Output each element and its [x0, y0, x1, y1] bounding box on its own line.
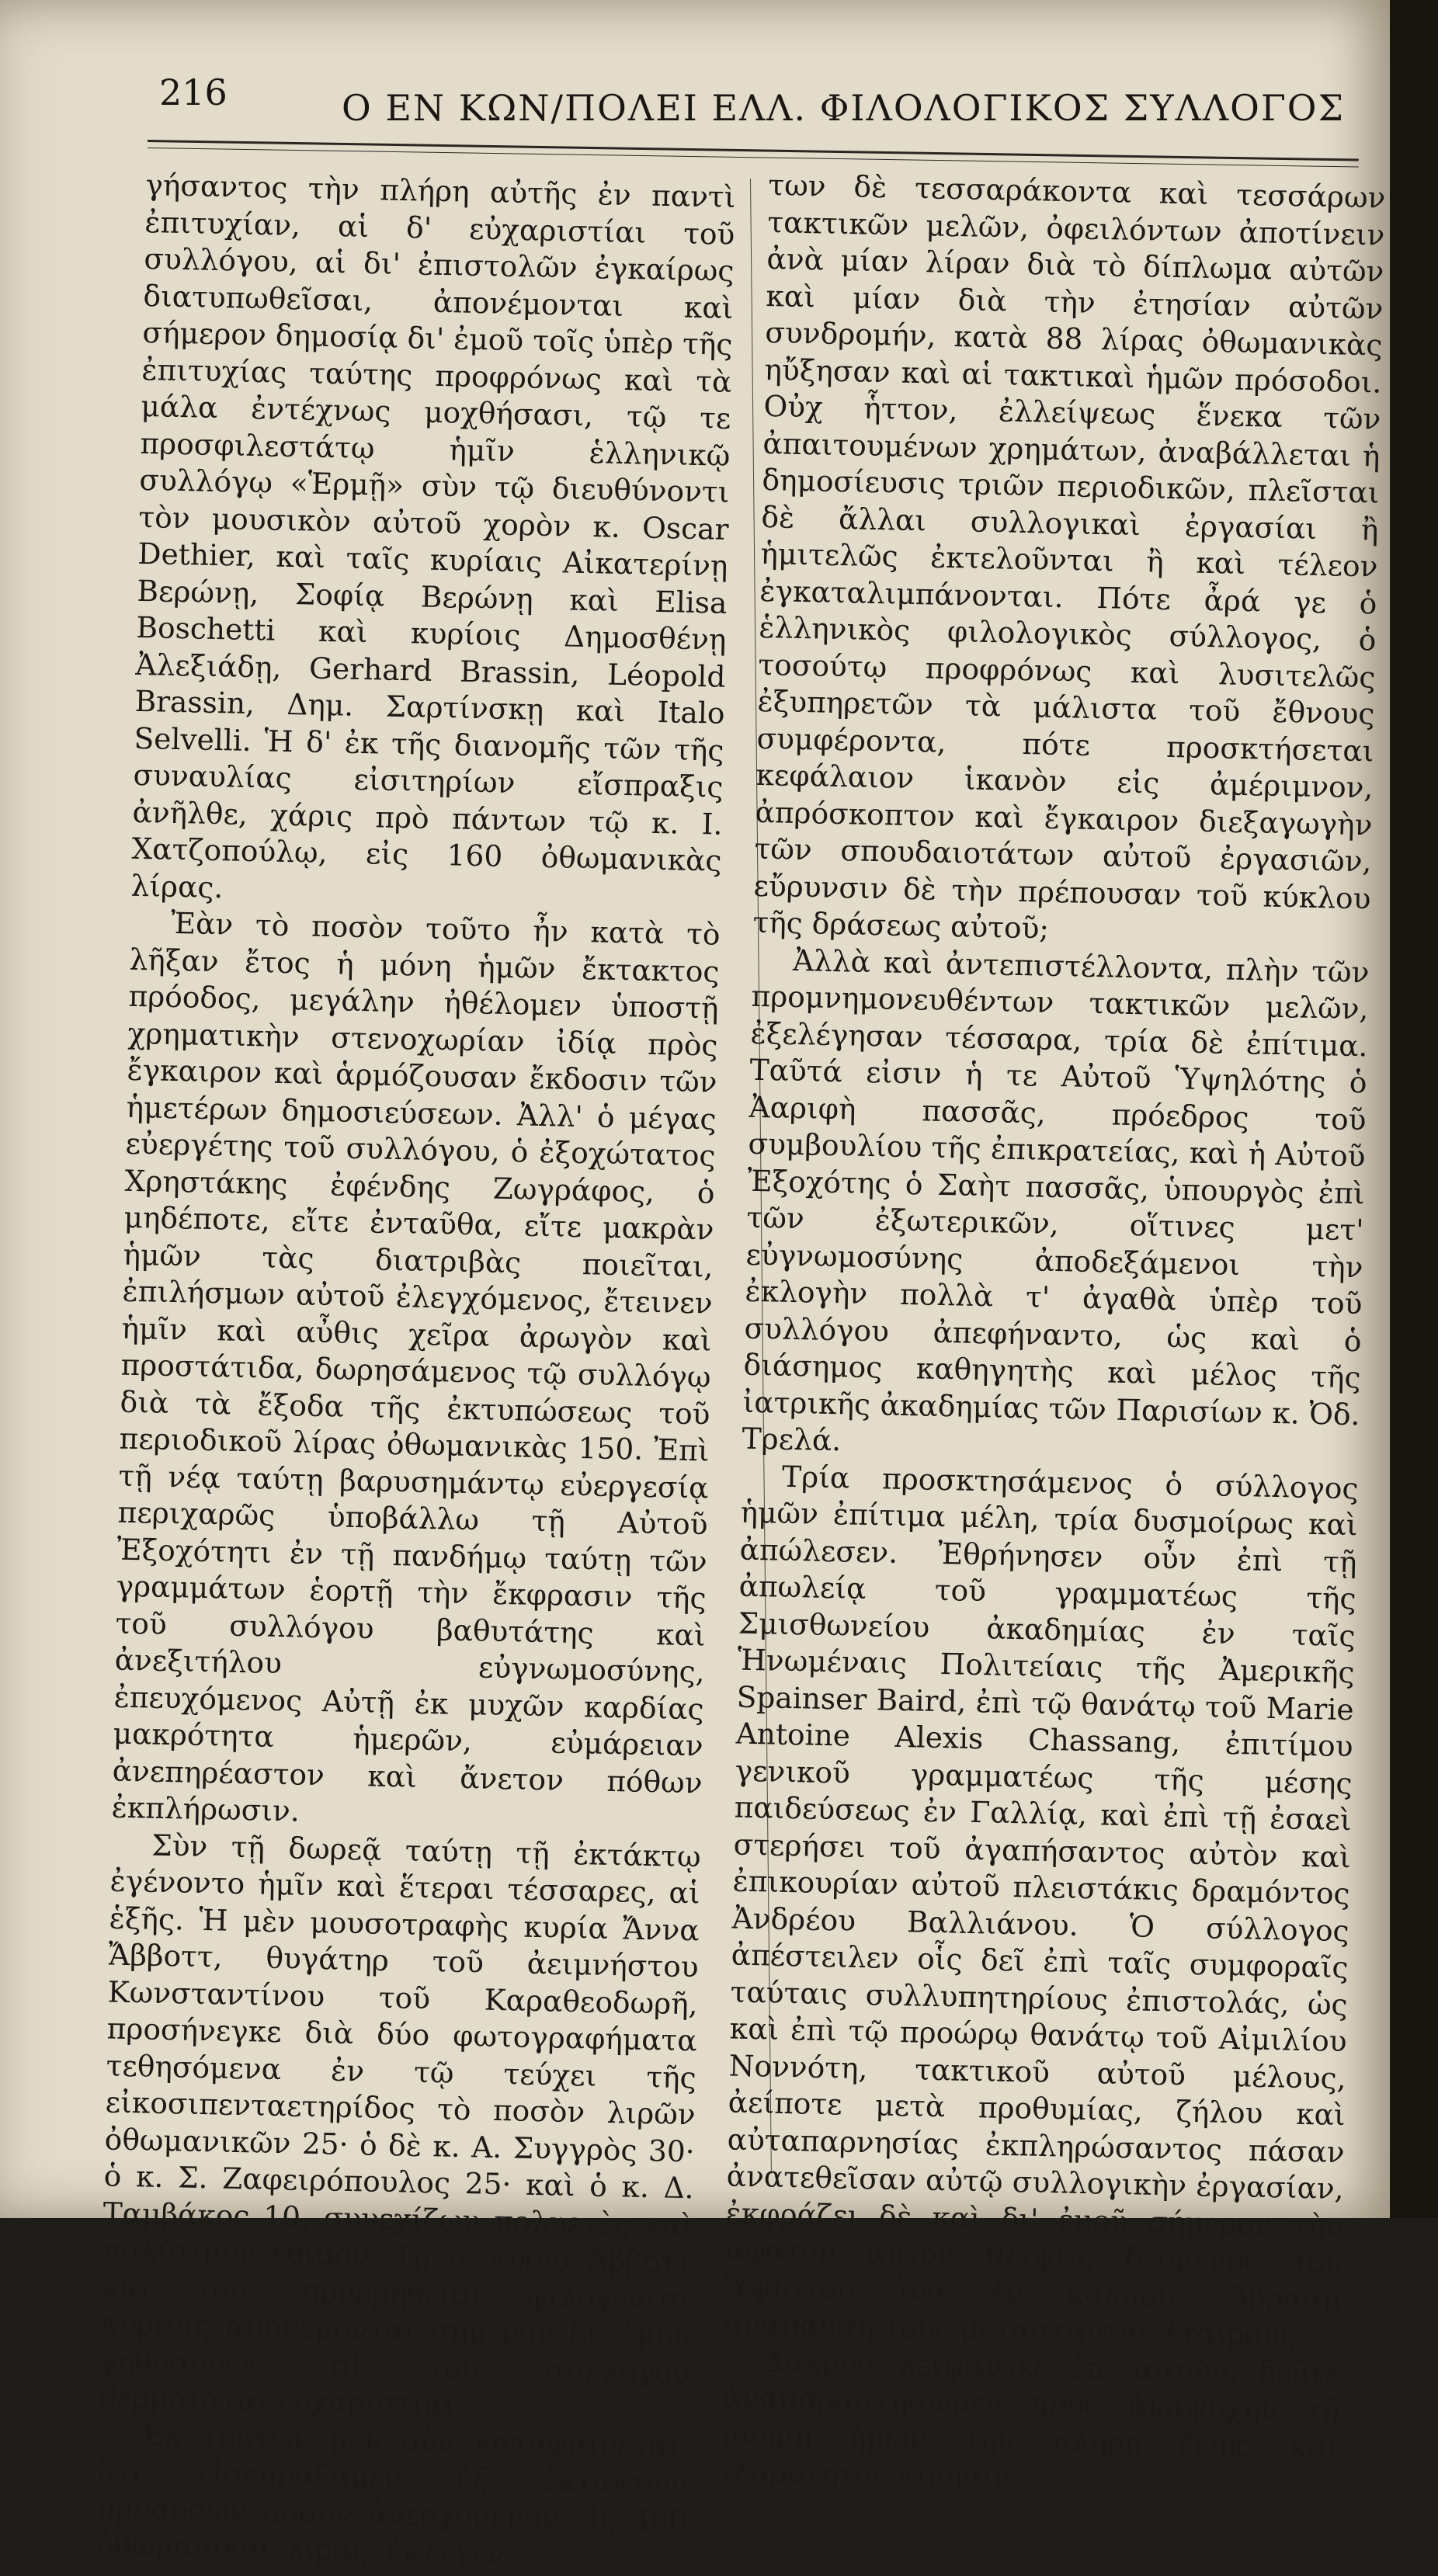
left-paragraph-1: γήσαντος τὴν πλήρη αὐτῆς ἐν παντὶ ἐπιτυχίαν, αἱ δ' εὐχαριστίαι τοῦ συλλόγου, αἱ δι' ἐπιστολῶν ἐγκαίρως διατυπωθεῖσαι, ἀπονέμονται καὶ σήμερον δημοσίᾳ δι' ἐμοῦ τοῖς ὑπὲρ τῆς ἐπιτυχίας ταύτης προφρόνως καὶ τὰ μάλα ἐντέχνως μοχθήσασι, τῷ τε προσφιλεστάτῳ ἡμῖν ἑλληνικῷ συλλόγῳ «Ἑρμῇ» σὺν τῷ διευθύνοντι τὸν μουσικὸν αὐτοῦ χορὸν κ. Oscar Dethier, καὶ ταῖς κυρίαις Αἰκατερίνῃ Βερώνῃ, Σοφίᾳ Βερώνῃ καὶ Elisa Boschetti καὶ κυρίοις Δημοσθένῃ Ἀλεξιάδῃ, Gerhard Brassin, Léopold Brassin, Δημ. Σαρτίνσκῃ καὶ Italo Selvelli. Ἡ δ' ἐκ τῆς διανομῆς τῶν τῆς συναυλίας εἰσιτηρίων εἴσπραξις ἀνῆλθε, χάρις πρὸ πάντων τῷ κ. Ι. Χατζοπούλῳ, εἰς 160 ὀθωμανικὰς λίρας.	[130, 167, 736, 904]
left-paragraph-3: Σὺν τῇ δωρεᾷ ταύτῃ τῇ ἐκτάκτῳ ἐγένοντο ἡμῖν καὶ ἕτεραι τέσσαρες, αἱ ἑξῆς. Ἡ μὲν μουσοτραφὴς κυρία Ἄννα Ἄββοττ, θυγάτηρ τοῦ ἀειμνήστου Κωνσταντίνου τοῦ Καραθεοδωρῆ, προσήνεγκε διὰ δύο φωτογραφήματα τεθησόμενα ἐν τῷ τεύχει τῆς εἰκοσιπενταετηρίδος τὸ ποσὸν λιρῶν ὀθωμανικῶν 25· ὁ δὲ κ. Α. Συγγρὸς 30· ὁ κ. Σ. Ζαφειρόπουλος 25· καὶ ὁ κ. Δ. Ταμβάκος 10, συνεχίζων πολυετὲς καὶ πολύτιμον ἔθιμον. Τῇ τε κυρίᾳ Ἄββοττ καὶ τοῖς προρρηθεῖσι φιλογενέσι κυρίοις ἀπονέμονται σήμερον δι' ἐμοῦ γηθοσύνως αἱ τοῦ συλλόγου θερμόταται εὐχαριστίαι.	[99, 1828, 702, 2422]
running-head: Ο ΕΝ ΚΩΝ/ΠΟΛΕΙ ΕΛΛ. ΦΙΛΟΛΟΓΙΚΟΣ ΣΥΛΛΟΓΟΣ	[342, 87, 1345, 129]
page-number: 216	[159, 71, 228, 113]
right-paragraph-1: των δὲ τεσσαράκοντα καὶ τεσσάρων τακτικῶν μελῶν, ὀφειλόντων ἀποτίνειν ἀνὰ μίαν λίραν διὰ τὸ δίπλωμα αὐτῶν καὶ μίαν διὰ τὴν ἐτησίαν αὐτῶν συνδρομήν, κατὰ 88 λίρας ὀθωμανικὰς ηὔξησαν καὶ αἱ τακτικαὶ ἡμῶν πρόσοδοι. Οὐχ ἧττον, ἐλλείψεως ἕνεκα τῶν ἀπαιτουμένων χρημάτων, ἀναβάλλεται ἡ δημοσίευσις τριῶν περιοδικῶν, πλεῖσται δὲ ἄλλαι συλλογικαὶ ἐργασίαι ἢ ἡμιτελῶς ἐκτελοῦνται ἢ καὶ τέλεον ἐγκαταλιμπάνονται. Πότε ἆρά γε ὁ ἑλληνικὸς φιλολογικὸς σύλλογος, ὁ τοσούτῳ προφρόνως καὶ λυσιτελῶς ἐξυπηρετῶν τὰ μάλιστα τοῦ ἔθνους συμφέροντα, πότε προσκτήσεται κεφάλαιον ἱκανὸν εἰς ἀμέριμνον, ἀπρόσκοπτον καὶ ἔγκαιρον διεξαγωγὴν τῶν σπουδαιοτάτων αὐτοῦ ἐργασιῶν, εὔρυνσιν δὲ τὴν πρέπουσαν τοῦ κύκλου τῆς δράσεως αὐτοῦ;	[752, 167, 1386, 946]
right-column	[720, 167, 1385, 2502]
right-paragraph-2: Ἀλλὰ καὶ ἀντεπιστέλλοντα, πλὴν τῶν προμνημονευθέντων τακτικῶν μελῶν, ἐξελέγησαν τέσσαρα, τρία δὲ ἐπίτιμα. Ταῦτά εἰσιν ἡ τε Αὐτοῦ Ὑψηλότης ὁ Ἀαριφὴ πασσᾶς, πρόεδρος τοῦ συμβουλίου τῆς ἐπικρατείας, καὶ ἡ Αὐτοῦ Ἐξοχότης ὁ Σαὴτ πασσᾶς, ὑπουργὸς ἐπὶ τῶν ἐξωτερικῶν, οἵτινες μετ' εὐγνωμοσύνης ἀποδεξάμενοι τὴν ἐκλογὴν πολλὰ τ' ἀγαθὰ ὑπὲρ τοῦ συλλόγου ἀπεφήναντο, ὡς καὶ ὁ διάσημος καθηγητὴς καὶ μέλος τῆς ἰατρικῆς ἀκαδημίας τῶν Παρισίων κ. Ὀδ. Τρελά.	[742, 943, 1370, 1458]
left-paragraph-4: Ἐκ τούτων μὲν οὖν καταφαίνεται, ὅτι εἰσεπράξαμεν ἐξ ἐκτάκτων προσόδων ποσὸν ἀνερχόμενον εἰς 400 ὀθωμανικὰς λίρας· ἐκλεγέν-	[96, 2417, 689, 2571]
left-paragraph-2: Ἐὰν τὸ ποσὸν τοῦτο ἦν κατὰ τὸ λῆξαν ἔτος ἡ μόνη ἡμῶν ἔκτακτος πρόοδος, μεγάλην ἠθέλομεν ὑποστῇ χρηματικὴν στενοχωρίαν ἰδίᾳ πρὸς ἔγκαιρον καὶ ἁρμόζουσαν ἔκδοσιν τῶν ἡμετέρων δημοσιεύσεων. Ἀλλ' ὁ μέγας εὐεργέτης τοῦ συλλόγου, ὁ ἐξοχώτατος Χρηστάκης ἐφένδης Ζωγράφος, ὁ μηδέποτε, εἴτε ἐνταῦθα, εἴτε μακρὰν ἡμῶν τὰς διατριβὰς ποιεῖται, ἐπιλήσμων αὐτοῦ ἐλεγχόμενος, ἔτεινεν ἡμῖν καὶ αὖθις χεῖρα ἀρωγὸν καὶ προστάτιδα, δωρησάμενος τῷ συλλόγῳ διὰ τὰ ἔξοδα τῆς ἐκτυπώσεως τοῦ περιοδικοῦ λίρας ὀθωμανικὰς 150. Ἐπὶ τῇ νέᾳ ταύτῃ βαρυσημάντῳ εὐεργεσίᾳ περιχαρῶς ὑποβάλλω τῇ Αὐτοῦ Ἐξοχότητι ἐν τῇ πανδήμῳ ταύτῃ τῶν γραμμάτων ἑορτῇ τὴν ἔκφρασιν τῆς τοῦ συλλόγου βαθυτάτης καὶ ἀνεξιτήλου εὐγνωμοσύνης, ἐπευχόμενος Αὐτῇ ἐκ μυχῶν καρδίας μακρότητα ἡμερῶν, εὐμάρειαν ἀνεπηρέαστον καὶ ἄνετον πόθων ἐκπλήρωσιν.	[111, 905, 721, 1828]
left-column	[96, 167, 735, 2576]
right-paragraph-3: Τρία προσκτησάμενος ὁ σύλλογος ἡμῶν ἐπίτιμα μέλη, τρία δυσμοίρως καὶ ἀπώλεσεν. Ἐθρήνησεν οὖν ἐπὶ τῇ ἀπωλείᾳ τοῦ γραμματέως τῆς Σμισθωνείου ἀκαδημίας ἐν ταῖς Ἡνωμέναις Πολιτείαις τῆς Ἀμερικῆς Spainser Baird, ἐπὶ τῷ θανάτῳ τοῦ Marie Antoine Alexis Chassang, ἐπιτίμου γενικοῦ γραμματέως τῆς μέσης παιδεύσεως ἐν Γαλλίᾳ, καὶ ἐπὶ τῇ ἐσαεὶ στερήσει τοῦ ἀγαπήσαντος αὐτὸν καὶ ἐπικουρίαν αὐτοῦ πλειστάκις δραμόντος Ἀνδρέου Βαλλιάνου. Ὁ σύλλογος ἀπέστειλεν οἷς δεῖ ἐπὶ ταῖς συμφοραῖς ταύταις συλλυπητηρίους ἐπιστολάς, ὡς καὶ ἐπὶ τῷ προώρῳ θανάτῳ τοῦ Αἰμιλίου Νοννότη, τακτικοῦ αὐτοῦ μέλους, ἀείποτε μετὰ προθυμίας, ζήλου καὶ αὐταπαρνησίας ἐκπληρώσαντος πάσαν ἀνατεθεῖσαν αὐτῷ συλλογικὴν ἐργασίαν, ἐκφράζει δὲ καὶ δι' ἐμοῦ σήμερον τὴν ἄφατον αὐτοῦ θλῖψιν, δεόμενος τοῦ Ὑψίστου ἵνα ἐν κόλποις Ἀβραὰμ ἀναπαύσῃ τοὺς μεταστάντας ἑταίρους.	[723, 1459, 1359, 2353]
book-gutter-shadow	[1390, 0, 1438, 2218]
right-paragraph-4: Δάκρυα λείψαντες ἐπ' αὐτῶν, δεῦτε ἀναπαραστήσωμεν πρὸς ἀναψυχὴν τῇ μνήμῃ ἡμῶν τὴν πλήρη ζωῆς καὶ ἱλαρότητος κίνησιν,	[720, 2343, 1341, 2494]
